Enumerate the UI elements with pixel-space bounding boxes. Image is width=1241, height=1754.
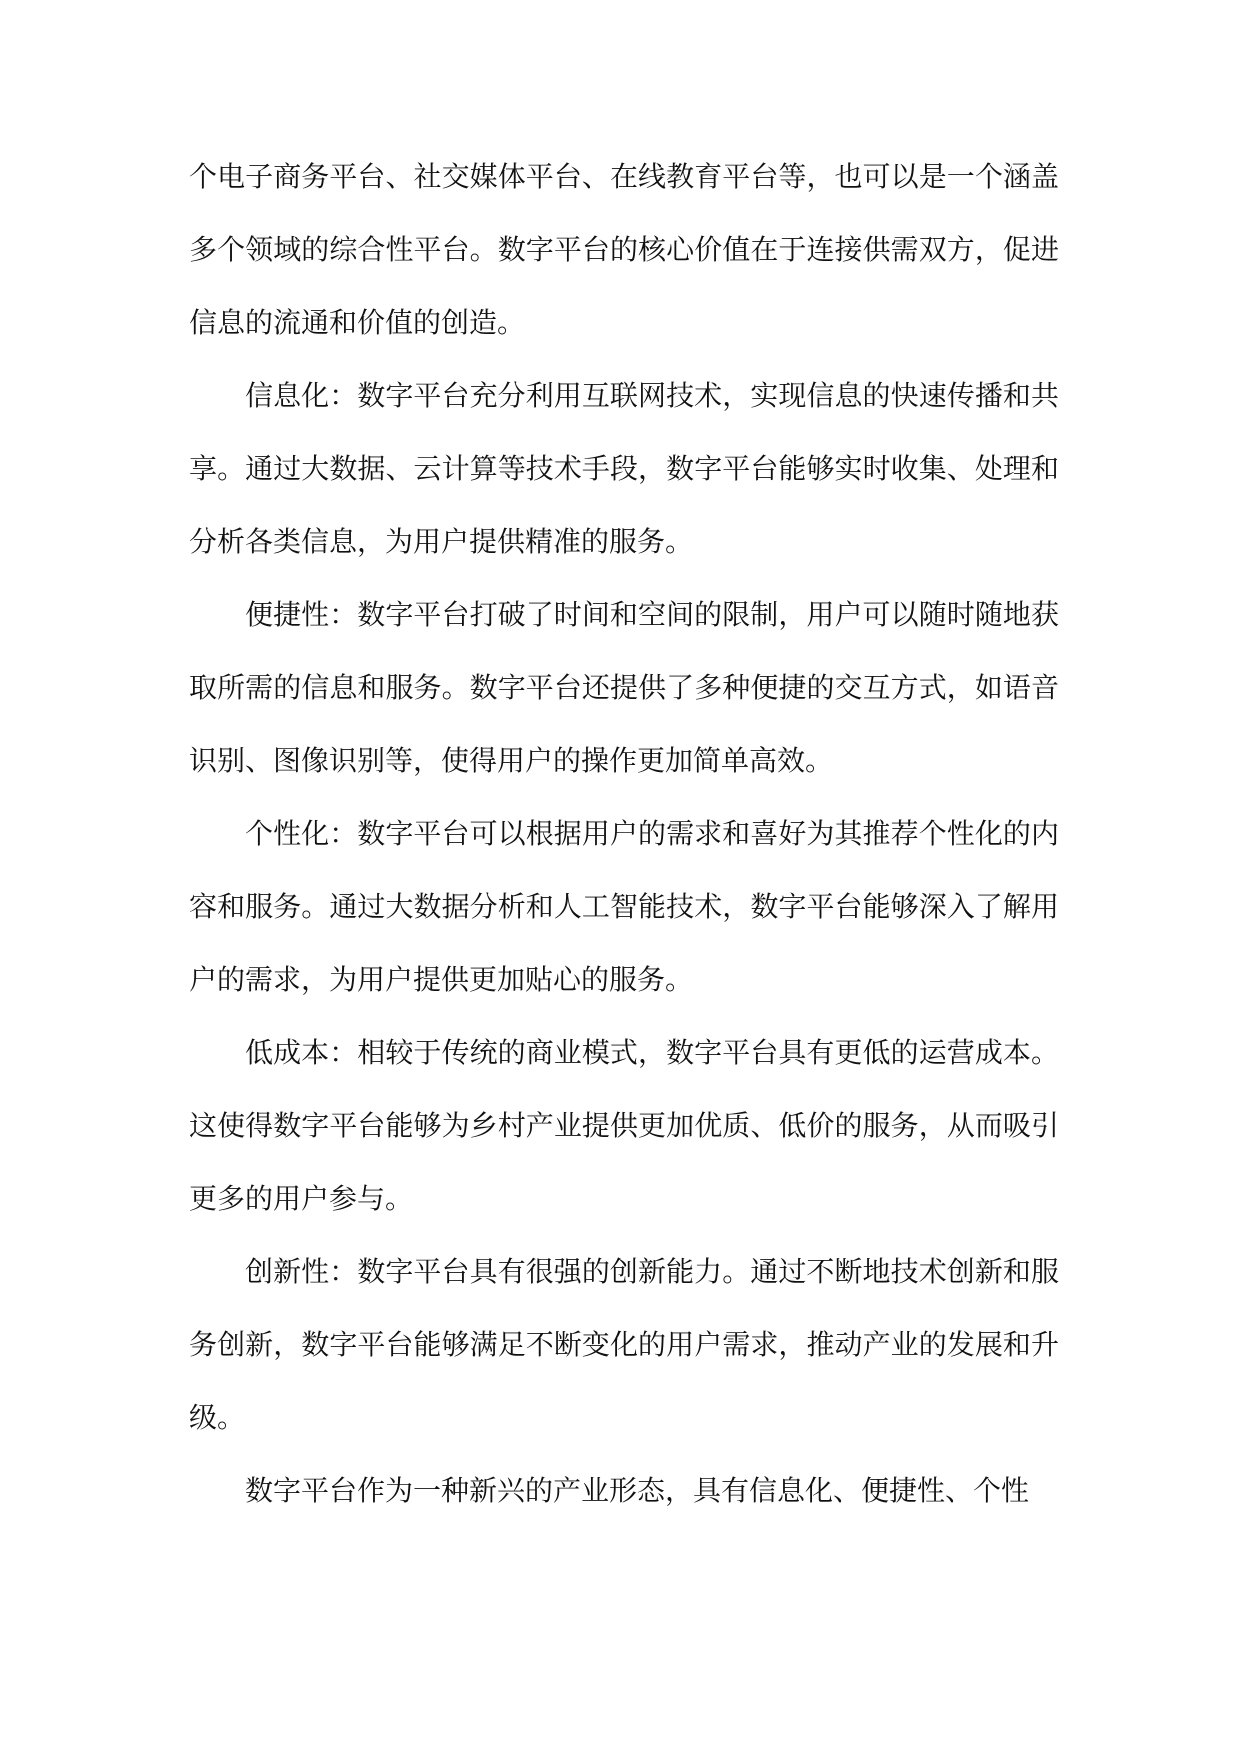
paragraph-personalization: 个性化：数字平台可以根据用户的需求和喜好为其推荐个性化的内容和服务。通过大数据分析和人工智能技术，数字平台能够深入了解用户的需求，为用户提供更加贴心的服务。 (189, 817, 1059, 996)
paragraph-platform-definition: 个电子商务平台、社交媒体平台、在线教育平台等，也可以是一个涵盖多个领域的综合性平台。数字平台的核心价值在于连接供需双方，促进信息的流通和价值的创造。 (189, 160, 1059, 339)
paragraph-low-cost: 低成本：相较于传统的商业模式，数字平台具有更低的运营成本。这使得数字平台能够为乡村产业提供更加优质、低价的服务，从而吸引更多的用户参与。 (189, 1036, 1059, 1215)
paragraph-informatization: 信息化：数字平台充分利用互联网技术，实现信息的快速传播和共享。通过大数据、云计算等技术手段，数字平台能够实时收集、处理和分析各类信息，为用户提供精准的服务。 (189, 379, 1059, 558)
document-body (189, 140, 1059, 1527)
paragraph-convenience: 便捷性：数字平台打破了时间和空间的限制，用户可以随时随地获取所需的信息和服务。数字平台还提供了多种便捷的交互方式，如语音识别、图像识别等，使得用户的操作更加简单高效。 (189, 598, 1059, 777)
paragraph-innovation: 创新性：数字平台具有很强的创新能力。通过不断地技术创新和服务创新，数字平台能够满足不断变化的用户需求，推动产业的发展和升级。 (189, 1255, 1059, 1434)
paragraph-summary: 数字平台作为一种新兴的产业形态，具有信息化、便捷性、个性 (245, 1474, 1030, 1507)
